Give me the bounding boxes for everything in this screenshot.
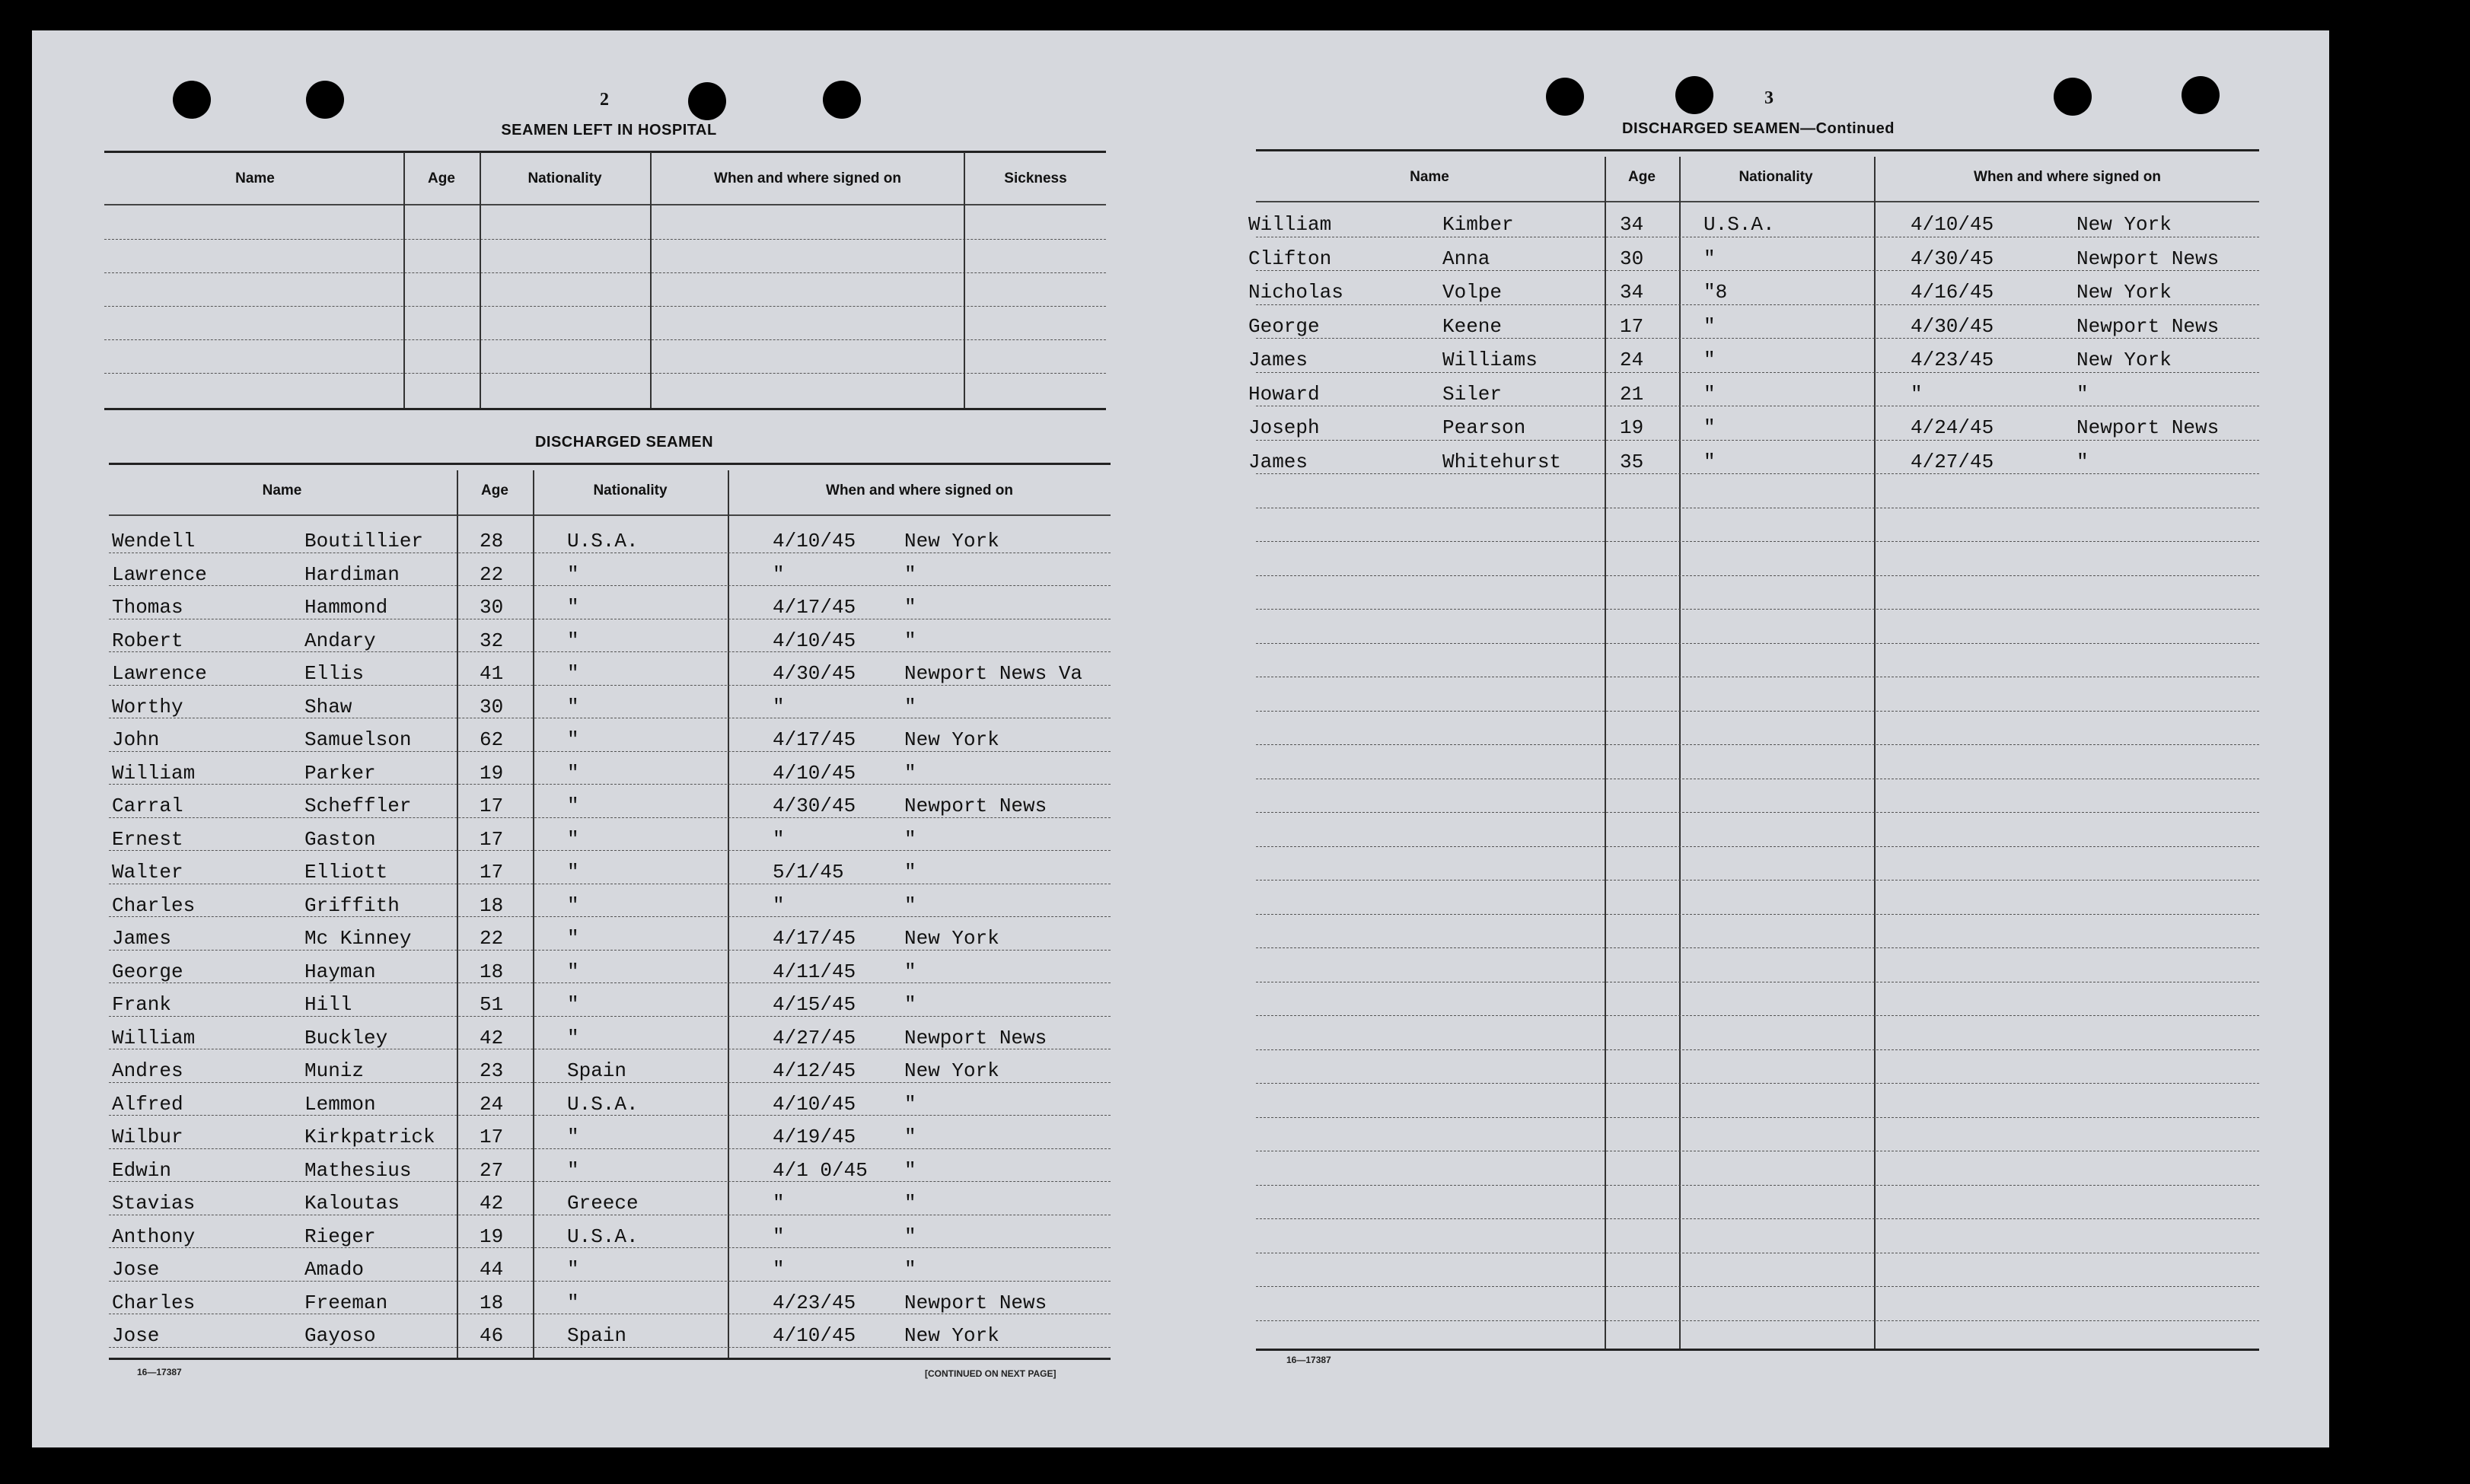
cell-nationality: " [1704,416,1716,439]
cell-signed-on-date: " [773,1224,785,1248]
cell-nationality: " [1704,349,1716,371]
cell-signed-on-place: " [904,827,916,851]
cell-first-name: Carral [112,795,183,817]
cell-signed-on-place: " [2076,382,2089,406]
col-header-nationality: Nationality [593,482,668,498]
cell-nationality: " [567,562,579,586]
cell-last-name: Scheffler [304,795,412,817]
cell-signed-on-place: " [904,893,916,917]
cell-signed-on-place: Newport News [2076,247,2220,270]
cell-signed-on-place: New York [904,728,999,751]
cell-signed-on-date: 5/1/45 [773,861,844,884]
cell-signed-on-date: 4/27/45 [1911,450,1994,473]
punch-hole [1546,78,1584,116]
cell-first-name: Edwin [112,1158,172,1182]
cell-age: 30 [480,596,504,619]
cell-last-name: Boutillier [304,530,424,553]
cell-nationality: " [567,1258,579,1281]
cell-last-name: Hammond [304,596,388,619]
cell-signed-on-date: 4/10/45 [773,1324,856,1347]
cell-first-name: George [1248,314,1320,338]
ruled-line [1256,575,2259,576]
punch-hole [306,81,344,119]
cell-nationality: " [567,695,579,718]
ruled-line [1256,1286,2259,1287]
col-header-signed-on: When and where signed on [1974,169,2161,185]
ruled-line [1256,1320,2259,1321]
form-number: 16—17387 [137,1367,182,1377]
cell-signed-on-place: " [904,1258,916,1281]
cell-age: 30 [1620,247,1644,270]
cell-age: 17 [480,1126,504,1148]
cell-first-name: Ernest [112,827,183,851]
cell-age: 19 [480,761,504,785]
cell-age: 17 [480,795,504,817]
cell-first-name: Anthony [112,1224,196,1248]
punch-hole [173,81,211,119]
cell-age: 18 [480,1291,504,1314]
col-header-sickness: Sickness [1004,170,1067,186]
cell-age: 46 [480,1324,504,1347]
cell-last-name: Gayoso [304,1324,376,1347]
punch-hole [2054,78,2092,116]
cell-nationality: " [567,629,579,652]
cell-nationality: " [1704,450,1716,473]
cell-first-name: Jose [112,1324,160,1347]
cell-last-name: Shaw [304,695,352,718]
cell-last-name: Ellis [304,662,365,685]
cell-nationality: " [1704,314,1716,338]
cell-signed-on-date: 4/10/45 [773,629,856,652]
cell-last-name: Elliott [304,861,388,884]
cell-last-name: Pearson [1442,416,1526,439]
cell-nationality: " [567,927,579,950]
cell-nationality: Spain [567,1059,627,1082]
cell-signed-on-place: " [904,861,916,884]
cell-last-name: Lemmon [304,1092,376,1116]
cell-last-name: Muniz [304,1059,365,1082]
cell-first-name: Walter [112,861,183,884]
cell-last-name: Mathesius [304,1158,412,1182]
col-header-nationality: Nationality [527,170,602,186]
cell-age: 17 [480,861,504,884]
page-number: 3 [1764,88,1774,108]
ruled-line [1256,812,2259,813]
col-header-name: Name [262,482,302,498]
cell-last-name: Amado [304,1258,365,1281]
cell-first-name: Andres [112,1059,183,1082]
cell-age: 30 [480,695,504,718]
cell-signed-on-place: " [904,761,916,785]
col-header-signed-on: When and where signed on [714,170,901,186]
ruled-line [1256,1185,2259,1186]
cell-signed-on-place: " [904,1158,916,1182]
cell-first-name: Alfred [112,1092,183,1116]
cell-last-name: Kimber [1442,213,1514,236]
cell-last-name: Rieger [304,1224,376,1248]
cell-age: 34 [1620,281,1644,304]
cell-first-name: James [1248,450,1308,473]
ruled-line [1256,643,2259,644]
page-number: 2 [600,90,609,110]
cell-last-name: Volpe [1442,281,1503,304]
cell-signed-on-date: 4/10/45 [1911,213,1994,236]
cell-signed-on-date: 4/30/45 [1911,247,1994,270]
cell-last-name: Kirkpatrick [304,1126,435,1148]
cell-age: 27 [480,1158,504,1182]
cell-signed-on-place: Newport News [2076,314,2220,338]
cell-signed-on-place: " [904,1224,916,1248]
col-header-signed-on: When and where signed on [826,482,1013,498]
cell-last-name: Buckley [304,1026,388,1049]
ruled-line [1256,609,2259,610]
cell-signed-on-place: " [904,562,916,586]
cell-age: 28 [480,530,504,553]
cell-last-name: Whitehurst [1442,450,1562,473]
cell-age: 34 [1620,213,1644,236]
cell-age: 18 [480,893,504,917]
cell-last-name: Williams [1442,349,1538,371]
cell-signed-on-date: 4/17/45 [773,728,856,751]
cell-age: 19 [1620,416,1644,439]
ruled-line [1256,880,2259,881]
cell-signed-on-place: " [904,629,916,652]
cell-first-name: Wendell [112,530,196,553]
ruled-line [1256,1049,2259,1050]
cell-last-name: Mc Kinney [304,927,412,950]
cell-first-name: James [1248,349,1308,371]
cell-first-name: Jose [112,1258,160,1281]
cell-first-name: Lawrence [112,662,207,685]
cell-nationality: U.S.A. [567,1092,639,1116]
cell-nationality: " [567,861,579,884]
cell-nationality: U.S.A. [1704,213,1775,236]
cell-signed-on-date: 4/17/45 [773,596,856,619]
cell-first-name: Wilbur [112,1126,183,1148]
cell-signed-on-date: 4/30/45 [1911,314,1994,338]
cell-age: 19 [480,1224,504,1248]
cell-signed-on-date: 4/23/45 [773,1291,856,1314]
cell-age: 24 [480,1092,504,1116]
cell-signed-on-date: " [773,1192,785,1215]
cell-signed-on-place: New York [904,1324,999,1347]
cell-signed-on-date: 4/19/45 [773,1126,856,1148]
cell-signed-on-date: " [1911,382,1923,406]
cell-nationality: "8 [1704,281,1728,304]
col-header-nationality: Nationality [1739,169,1813,185]
cell-signed-on-date: 4/17/45 [773,927,856,950]
ruled-line [1256,744,2259,745]
cell-signed-on-place: Newport News [2076,416,2220,439]
cell-signed-on-place: " [2076,450,2089,473]
cell-first-name: Nicholas [1248,281,1343,304]
form-number: 16—17387 [1286,1355,1331,1365]
ruled-line [1256,914,2259,915]
cell-signed-on-date: " [773,1258,785,1281]
cell-nationality: " [567,596,579,619]
cell-signed-on-place: Newport News [904,1026,1047,1049]
col-header-age: Age [428,170,455,186]
cell-last-name: Parker [304,761,376,785]
cell-first-name: Thomas [112,596,183,619]
cell-signed-on-place: " [904,1126,916,1148]
cell-age: 41 [480,662,504,685]
cell-first-name: Howard [1248,382,1320,406]
cell-nationality: " [567,893,579,917]
punch-hole [1675,76,1713,114]
cell-signed-on-place: " [904,993,916,1016]
cell-signed-on-date: " [773,562,785,586]
cell-signed-on-date: 4/16/45 [1911,281,1994,304]
ruled-line [1256,1083,2259,1084]
cell-age: 21 [1620,382,1644,406]
cell-signed-on-date: 4/30/45 [773,662,856,685]
cell-nationality: " [567,960,579,983]
cell-first-name: William [112,761,196,785]
cell-signed-on-date: " [773,893,785,917]
cell-age: 35 [1620,450,1644,473]
cell-signed-on-place: " [904,960,916,983]
ruled-line [1256,947,2259,948]
cell-signed-on-date: 4/24/45 [1911,416,1994,439]
cell-first-name: Clifton [1248,247,1332,270]
cell-nationality: Spain [567,1324,627,1347]
cell-signed-on-date: 4/15/45 [773,993,856,1016]
cell-last-name: Andary [304,629,376,652]
cell-signed-on-place: " [904,695,916,718]
cell-last-name: Anna [1442,247,1490,270]
ruled-line [1256,1218,2259,1219]
cell-signed-on-date: 4/10/45 [773,1092,856,1116]
cell-nationality: Greece [567,1192,639,1215]
ruled-line [1256,1015,2259,1016]
cell-signed-on-place: New York [2076,349,2172,371]
col-header-name: Name [235,170,275,186]
cell-age: 51 [480,993,504,1016]
cell-age: 18 [480,960,504,983]
cell-nationality: " [567,1126,579,1148]
cell-signed-on-place: " [904,1092,916,1116]
cell-last-name: Hardiman [304,562,400,586]
cell-nationality: " [567,1158,579,1182]
cell-signed-on-place: " [904,596,916,619]
col-header-age: Age [1628,169,1656,185]
cell-nationality: U.S.A. [567,1224,639,1248]
cell-age: 44 [480,1258,504,1281]
cell-last-name: Siler [1442,382,1503,406]
cell-nationality: " [567,827,579,851]
cell-age: 17 [480,827,504,851]
cell-signed-on-place: Newport News Va [904,662,1083,685]
cell-last-name: Freeman [304,1291,388,1314]
cell-signed-on-place: New York [2076,213,2172,236]
cell-first-name: William [112,1026,196,1049]
cell-signed-on-date: 4/30/45 [773,795,856,817]
cell-signed-on-place: New York [2076,281,2172,304]
cell-first-name: William [1248,213,1332,236]
cell-age: 42 [480,1192,504,1215]
cell-first-name: Frank [112,993,172,1016]
ruled-line [1256,541,2259,542]
ruled-line [1256,1117,2259,1118]
cell-age: 17 [1620,314,1644,338]
cell-age: 22 [480,562,504,586]
cell-signed-on-place: New York [904,530,999,553]
cell-first-name: Charles [112,1291,196,1314]
cell-last-name: Keene [1442,314,1503,338]
cell-first-name: John [112,728,160,751]
cell-nationality: " [1704,247,1716,270]
cell-signed-on-place: New York [904,927,999,950]
cell-signed-on-date: 4/1 0/45 [773,1158,868,1182]
cell-last-name: Samuelson [304,728,412,751]
cell-signed-on-date: 4/12/45 [773,1059,856,1082]
cell-first-name: Joseph [1248,416,1320,439]
cell-signed-on-date: 4/27/45 [773,1026,856,1049]
cell-last-name: Hayman [304,960,376,983]
cell-signed-on-date: 4/23/45 [1911,349,1994,371]
punch-hole [688,82,726,120]
cell-last-name: Hill [304,993,352,1016]
cell-age: 32 [480,629,504,652]
cell-nationality: " [567,761,579,785]
cell-nationality: " [567,795,579,817]
punch-hole [823,81,861,119]
cell-signed-on-place: New York [904,1059,999,1082]
section-title-discharged: DISCHARGED SEAMEN [534,434,714,451]
cell-age: 23 [480,1059,504,1082]
cell-first-name: Worthy [112,695,183,718]
cell-nationality: " [567,1291,579,1314]
cell-last-name: Gaston [304,827,376,851]
section-title-hospital: SEAMEN LEFT IN HOSPITAL [501,122,717,139]
cell-last-name: Kaloutas [304,1192,400,1215]
cell-first-name: James [112,927,172,950]
cell-nationality: " [567,728,579,751]
cell-signed-on-place: Newport News [904,1291,1047,1314]
ruled-line [1256,711,2259,712]
cell-age: 42 [480,1026,504,1049]
col-header-age: Age [481,482,508,498]
cell-signed-on-place: Newport News [904,795,1047,817]
cell-signed-on-place: " [904,1192,916,1215]
punch-hole [2182,76,2220,114]
cell-age: 22 [480,927,504,950]
cell-first-name: George [112,960,183,983]
cell-nationality: " [567,1026,579,1049]
continued-note: [CONTINUED ON NEXT PAGE] [925,1368,1057,1379]
section-title-discharged-continued: DISCHARGED SEAMEN—Continued [1622,120,1895,137]
ruled-line [1256,846,2259,847]
cell-age: 24 [1620,349,1644,371]
cell-signed-on-date: " [773,827,785,851]
cell-nationality: " [1704,382,1716,406]
cell-signed-on-date: " [773,695,785,718]
cell-last-name: Griffith [304,893,400,917]
cell-first-name: Robert [112,629,183,652]
cell-nationality: " [567,993,579,1016]
cell-signed-on-date: 4/10/45 [773,761,856,785]
cell-age: 62 [480,728,504,751]
cell-first-name: Charles [112,893,196,917]
cell-signed-on-date: 4/10/45 [773,530,856,553]
cell-signed-on-date: 4/11/45 [773,960,856,983]
cell-first-name: Stavias [112,1192,196,1215]
cell-nationality: " [567,662,579,685]
cell-first-name: Lawrence [112,562,207,586]
col-header-name: Name [1410,169,1449,185]
cell-nationality: U.S.A. [567,530,639,553]
